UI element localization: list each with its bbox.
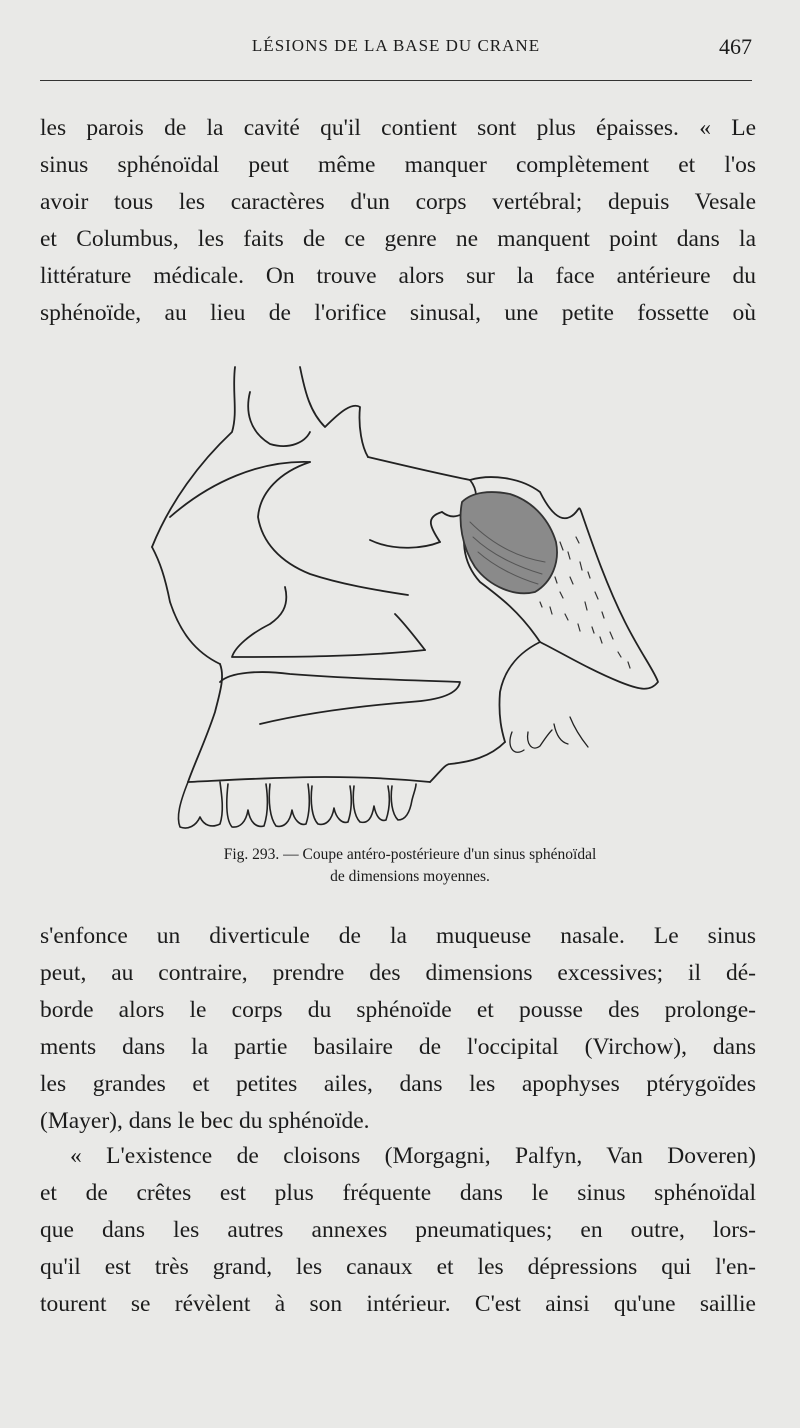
text-line: et Columbus, les faits de ce genre ne manquent point dans la [40, 226, 756, 252]
text-line: « L'existence de cloisons (Morgagni, Palfyn, Van Doveren) [70, 1143, 756, 1169]
text-line: borde alors le corps du sphénoïde et pousse des prolonge- [40, 997, 756, 1023]
running-head [40, 34, 752, 64]
text-line: tourent se révèlent à son intérieur. C'est ainsi qu'une saillie [40, 1291, 756, 1317]
text-line: peut, au contraire, prendre des dimensions excessives; il dé- [40, 960, 756, 986]
text-line: les parois de la cavité qu'il contient sont plus épaisses. « Le [40, 115, 756, 141]
text-line: que dans les autres annexes pneumatiques; en outre, lors- [40, 1217, 756, 1243]
text-line: qu'il est très grand, les canaux et les dépressions qui l'en- [40, 1254, 756, 1280]
figure-caption [100, 844, 720, 888]
paragraph-3 [40, 1138, 756, 1323]
header-rule [40, 80, 752, 81]
text-line: les grandes et petites ailes, dans les apophyses ptérygoïdes [40, 1071, 756, 1097]
text-line: (Mayer), dans le bec du sphénoïde. [40, 1108, 370, 1134]
skull-drawing [140, 352, 680, 842]
paragraph-2 [40, 918, 756, 1140]
text-line: s'enfonce un diverticule de la muqueuse nasale. Le sinus [40, 923, 756, 949]
page-number: 467 [719, 34, 752, 59]
text-line: ments dans la partie basilaire de l'occipital (Virchow), dans [40, 1034, 756, 1060]
text-line: littérature médicale. On trouve alors sur la face antérieure du [40, 263, 756, 289]
skull-section-figure [140, 352, 680, 842]
running-title: LÉSIONS DE LA BASE DU CRANE [251, 36, 541, 55]
text-line: sphénoïde, au lieu de l'orifice sinusal, une petite fossette où [40, 300, 756, 326]
caption-line: de dimensions moyennes. [330, 868, 490, 885]
text-line: sinus sphénoïdal peut même manquer complètement et l'os [40, 152, 756, 178]
caption-line: Fig. 293. — Coupe antéro-postérieure d'un sinus sphénoïdal [223, 846, 597, 863]
paragraph-1 [40, 110, 756, 332]
text-line: et de crêtes est plus fréquente dans le sinus sphénoïdal [40, 1180, 756, 1206]
text-line: avoir tous les caractères d'un corps vertébral; depuis Vesale [40, 189, 756, 215]
